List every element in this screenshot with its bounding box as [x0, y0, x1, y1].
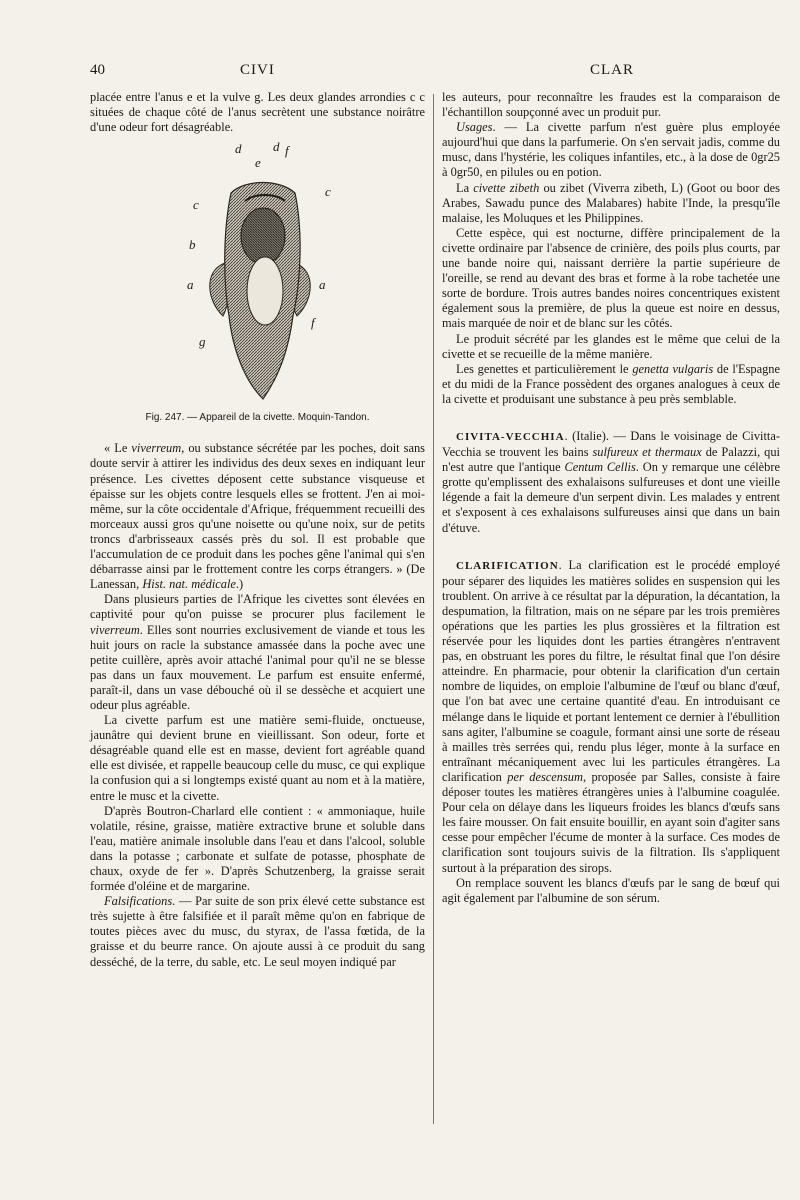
left-column [90, 90, 425, 970]
civet-gland-illustration [185, 141, 335, 406]
text-run: . Elles sont nourries exclusivement de viande et tous les huit jours on racle la substance amassée dans la poche avec une petite cuillère, après avoir attaché l'animal pour qu'il ne se blesse pas dans un faux mouvement. Le parfum est ensuite enfermé, paraît-il, dans un vase débouché où il se dessèche et acquiert une odeur plus agréable. [90, 622, 425, 712]
paragraph: placée entre l'anus e et la vulve g. Les deux glandes arrondies c c situées de chaque côté de l'anus secrètent une substance noirâtre d'une odeur fort désagréable. [90, 90, 425, 135]
fig-label-f-top: f [285, 143, 289, 159]
text-run: La [456, 180, 474, 195]
text-run: Dans plusieurs parties de l'Afrique les civettes sont élevées en captivité pour qu'on puisse se procurer plus facilement le [90, 592, 425, 622]
text-run: , ou substance sécrétée par les poches, doit sans doute servir à attirer les individus des deux sexes en indiquant leur présence. Les civettes déposent cette substance visqueuse et épaisse sur les objets contre lesquels elles se frottent. J'en ai moi-même, sur la côte occidentale d'Afrique, fréquemment recueilli des morceaux aussi gros qu'une noisette ou qu'une noix, sur de petits troncs d'arbrisseaux cassés près du sol. Il est probable que l'accumulation de ce produit dans les poches gêne l'animal qui s'en débarrasse ainsi par le frottement contre les corps étrangers. » (De Lanessan, [90, 441, 425, 592]
paragraph [442, 181, 780, 226]
fig-label-g: g [199, 334, 206, 350]
text-run: . — Par suite de son prix élevé cette substance est très sujette à être falsifiée et il paraît même qu'on en fabrique de toutes pièces avec du musc, du styrax, de l'assa fœtida, de la graisse et du beurre rance. On ajoute aussi à ce produit du sang desséché, de la terre, du sable, etc. Le seul moyen indiqué par [90, 894, 425, 969]
text-run: « Le [104, 441, 132, 456]
paragraph [90, 894, 425, 969]
paragraph [90, 592, 425, 713]
text-run: , proposée par Salles, consiste à faire déposer toutes les matières étrangères unies à l'albumine coagulée. Pour cela on délaye dans les liqueurs froides les blancs d'œufs sans les faire mousser. On fait ensuite bouillir, en ayant soin d'agiter sans cesse pour empêcher l'écume de monter à la surface. Ces modes de clarification sont toujours suivis de la filtration. Ils s'appliquent surtout à la préparation des sirops. [442, 769, 781, 875]
fig-label-f: f [311, 315, 315, 331]
text-run-italic: genetta vulgaris [632, 361, 714, 376]
paragraph: les auteurs, pour reconnaître les fraudes est la comparaison de l'échantillon soupçonné avec un produit pur. [442, 90, 780, 120]
text-run-italic: Falsifications [104, 894, 173, 909]
page-number: 40 [90, 62, 105, 78]
figure-caption: Fig. 247. — Appareil de la civette. Moquin-Tandon. [145, 412, 370, 424]
text-run: Les genettes et particulièrement le [456, 361, 633, 376]
text-run-italic: viverreum [131, 441, 182, 456]
fig-label-d: d [235, 141, 242, 157]
figure-civet-apparatus [90, 141, 425, 406]
left-running-title: CIVI [240, 62, 275, 78]
fig-label-b: b [189, 237, 196, 253]
text-run: ou zibet (Viverra zibeth, L) (Goot ou boor des Arabes, Sawadu punce des Malabares) habite l'Inde, la presqu'île malaise, les Moluques et les Philippines. [442, 180, 780, 225]
entry-headword: CIVITA-VECCHIA [456, 430, 565, 443]
paragraph: La civette parfum est une matière semi-fluide, onctueuse, jaunâtre qui devient brune en vieillissant. Son odeur, forte et désagréable quand elle est en masse, devient fort agréable quand elle est divisée, et rappelle beaucoup celle du musc, ce qui explique la confusion qui a si longtemps existé quant au nom et à la matière, entre le musc et la civette. [90, 713, 425, 803]
paragraph [90, 441, 425, 592]
paragraph [442, 120, 780, 180]
fig-label-c-left: c [193, 197, 199, 213]
fig-label-e: e [255, 155, 261, 171]
paragraph [442, 362, 780, 407]
text-run-italic: Hist. nat. médicale [142, 577, 236, 592]
text-run: . — La civette parfum n'est guère plus employée aujourd'hui que dans la parfumerie. On s'en servait jadis, comme du musc, dans l'hystérie, les coliques infantiles, etc., à la dose de 0gr25 à 0gr50, en pilules ou en potion. [442, 120, 780, 180]
text-run-italic: civette zibeth [473, 180, 540, 195]
text-run: . (Italie). — Dans le voisinage de Civitta-Vecchia se trouvent les bains [442, 428, 780, 460]
running-head [90, 62, 760, 82]
entry-clarification [442, 558, 780, 876]
text-run-italic: Usages [456, 120, 493, 135]
right-running-title: CLAR [590, 62, 635, 78]
paragraph: D'après Boutron-Charlard elle contient : « ammoniaque, huile volatile, résine, graisse, matière extractive brune et soluble dans l'eau, matière animale insoluble dans l'eau et dans l'alcool, soluble dans la potasse ; carbonate et sulfate de potasse, phosphate de chaux, oxyde de fer ». D'après Schutzenberg, la graisse serait formée d'oléine et de margarine. [90, 803, 425, 894]
text-run: .) [235, 577, 244, 592]
paragraph: Le produit sécrété par les glandes est le même que celui de la civette et se recueille de la même manière. [442, 331, 780, 361]
text-run-italic: Centum Cellis [564, 460, 636, 475]
fig-label-d2: d [273, 141, 280, 155]
text-run: de l'Espagne et du midi de la France possèdent des organes analogues à ceux de la civette et produisant une substance à peu près semblable. [442, 361, 781, 406]
paragraph: Cette espèce, qui est nocturne, diffère principalement de la civette ordinaire par l'absence de crinière, des poils plus courts, par une bande noire qui, naissant derrière la partie supérieure de l'oreille, se rend au devant des bras et forme à la robe tachetée une sorte de bordure. Trois autres bandes noires concentriques existent également sous la première, de plus la queue est noire en dessus, mais marquée de noir et de blanc sur les côtés. [442, 225, 780, 331]
fig-label-a-left: a [187, 277, 194, 293]
text-run-italic: viverreum [90, 622, 140, 637]
column-divider [433, 94, 434, 1124]
text-run: . On y remarque une célèbre grotte qu'emplissent des exhalaisons sulfureuses et dont une vieille légende a fait la demeure d'un serpent divin. Les malades y entrent et s'exposent à ces exhalaisons sulfureuses ainsi que dans un bain d'étuve. [442, 460, 780, 535]
entry-civita-vecchia [442, 429, 780, 536]
fig-label-a-right: a [319, 277, 326, 293]
fig-label-c-right: c [325, 184, 331, 200]
text-run: de Palazzi, qui n'est autre que l'antique [442, 445, 780, 475]
text-run-italic: sulfureux et thermaux [592, 445, 702, 460]
text-run: . La clarification est le procédé employé pour séparer des liquides les matières solides en suspension qui les troublent. On arrive à ce résultat par la dépuration, la décantation, la despumation, la filtration, mais on ne sépare par les trois premières opérations que les parties les plus grossières et la filtration est réservée pour les liquides dont les parties étrangères n'entravent pas, en obstruant les pores du filtre, le résultat final que l'on désire atteindre. En pharmacie, pour obtenir la clarification d'un certain nombre de liquides, on emploie l'albumine de l'œuf ou blanc d'œuf, que l'on bat avec une certaine quantité d'eau. En introduisant ce mélange dans le liquide et portant lentement ce dernier à l'ébullition sans agiter, l'albumine se coagule, formant ainsi une sorte de réseau à mailles très serrées qui, rendu plus léger, monte à la surface en entraînant mécaniquement avec lui les particules étrangères. La clarification [442, 557, 780, 784]
paragraph: On remplace souvent les blancs d'œufs par le sang de bœuf qui agit également par l'albumine de son sérum. [442, 875, 780, 905]
entry-headword: CLARIFICATION [456, 559, 559, 572]
right-column [442, 90, 780, 906]
text-run-italic: per descensum [507, 769, 583, 784]
